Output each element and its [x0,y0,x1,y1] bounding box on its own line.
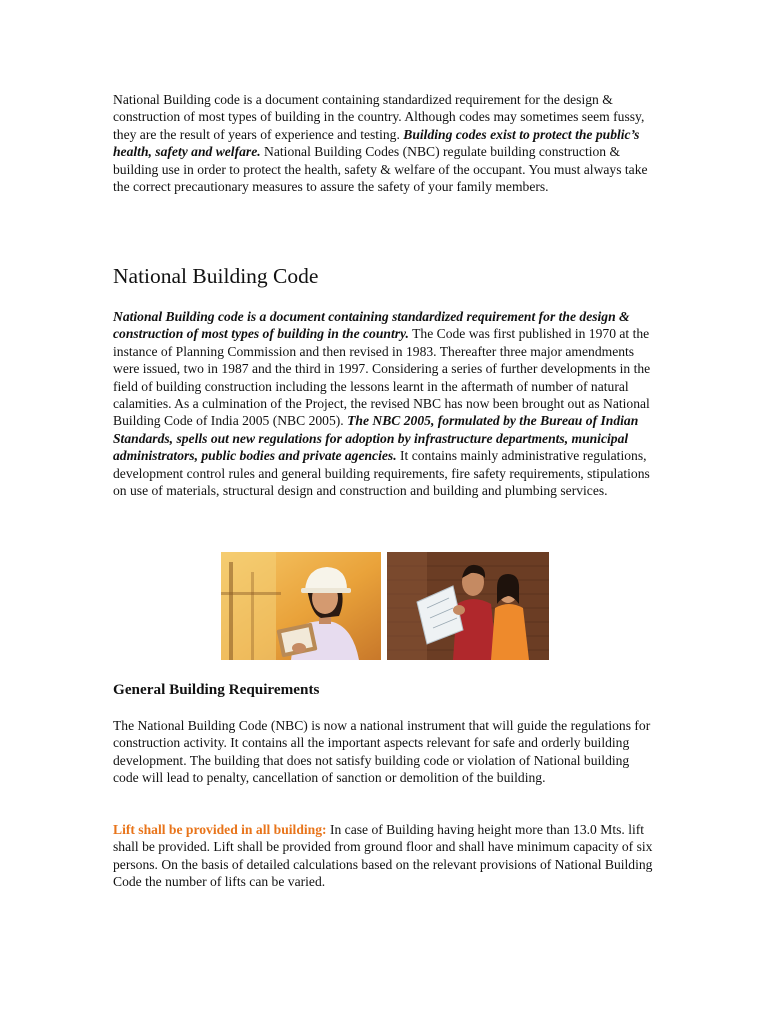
nbc-emphasis-2: The NBC 2005, formulated by the Bureau of Indian Standards, spells out new regulations for adoption by infrastructure departments, municipal administrators, public bodies and private agencies. [113,413,639,464]
nbc-text-1: The Code was first published in 1970 at the instance of Planning Commission and then revised in 1983. Thereafter three major amendments were issued, two in 1987 and the third in 1997. Considering a series of further developments in the field of building construction including the lessons learnt in the aftermath of number of natural calamities. As a culmination of the Project, the revised NBC has now been brought out as National Building Code of India 2005 (NBC 2005). [113,326,651,429]
intro-paragraph [113,91,658,195]
nbc-emphasis-1: National Building code is a document containing standardized requirement for the design & construction of most types of building in the country. [113,309,630,342]
lift-paragraph [113,821,658,891]
general-paragraph: The National Building Code (NBC) is now a national instrument that will guide the regulations for construction activity. It contains all the important aspects relevant for safe and orderly building development. The building that does not satisfy building code or violation of National building code will lead to penalty, cancellation of sanction or demolition of the building. [113,718,651,786]
nbc-heading: National Building Code [113,264,319,288]
nbc-paragraph [113,308,658,499]
lift-text: In case of Building having height more than 13.0 Mts. lift shall be provided. Lift shall be provided from ground floor and shall have minimum capacity of six persons. On the basis of detailed calculations based on the relevant provisions of National Building Code the number of lifts can be varied. [113,822,653,890]
intro-emphasis: Building codes exist to protect the public’s health, safety and welfare. [113,126,640,160]
general-requirements-heading: General Building Requirements [113,681,320,698]
intro-text-2: National Building Codes (NBC) regulate building construction & building use in order to protect the health, safety & welfare of the occupant. You must always take the correct precautionary measures to assure the safety of your family members. [113,144,648,195]
woman-engineer-photo [221,552,381,660]
lift-label: Lift shall be provided in all building: [113,822,327,837]
nbc-text-2: It contains mainly administrative regulations, development control rules and general building requirements, fire safety requirements, stipulations on use of materials, structural design and construction and building and plumbing services. [113,448,650,499]
couple-with-blueprint-photo [387,552,549,660]
intro-text-1: National Building code is a document containing standardized requirement for the design & construction of most types of building in the country. Although codes may sometimes seem fussy, they are the result of years of experience and testing. [113,92,645,142]
